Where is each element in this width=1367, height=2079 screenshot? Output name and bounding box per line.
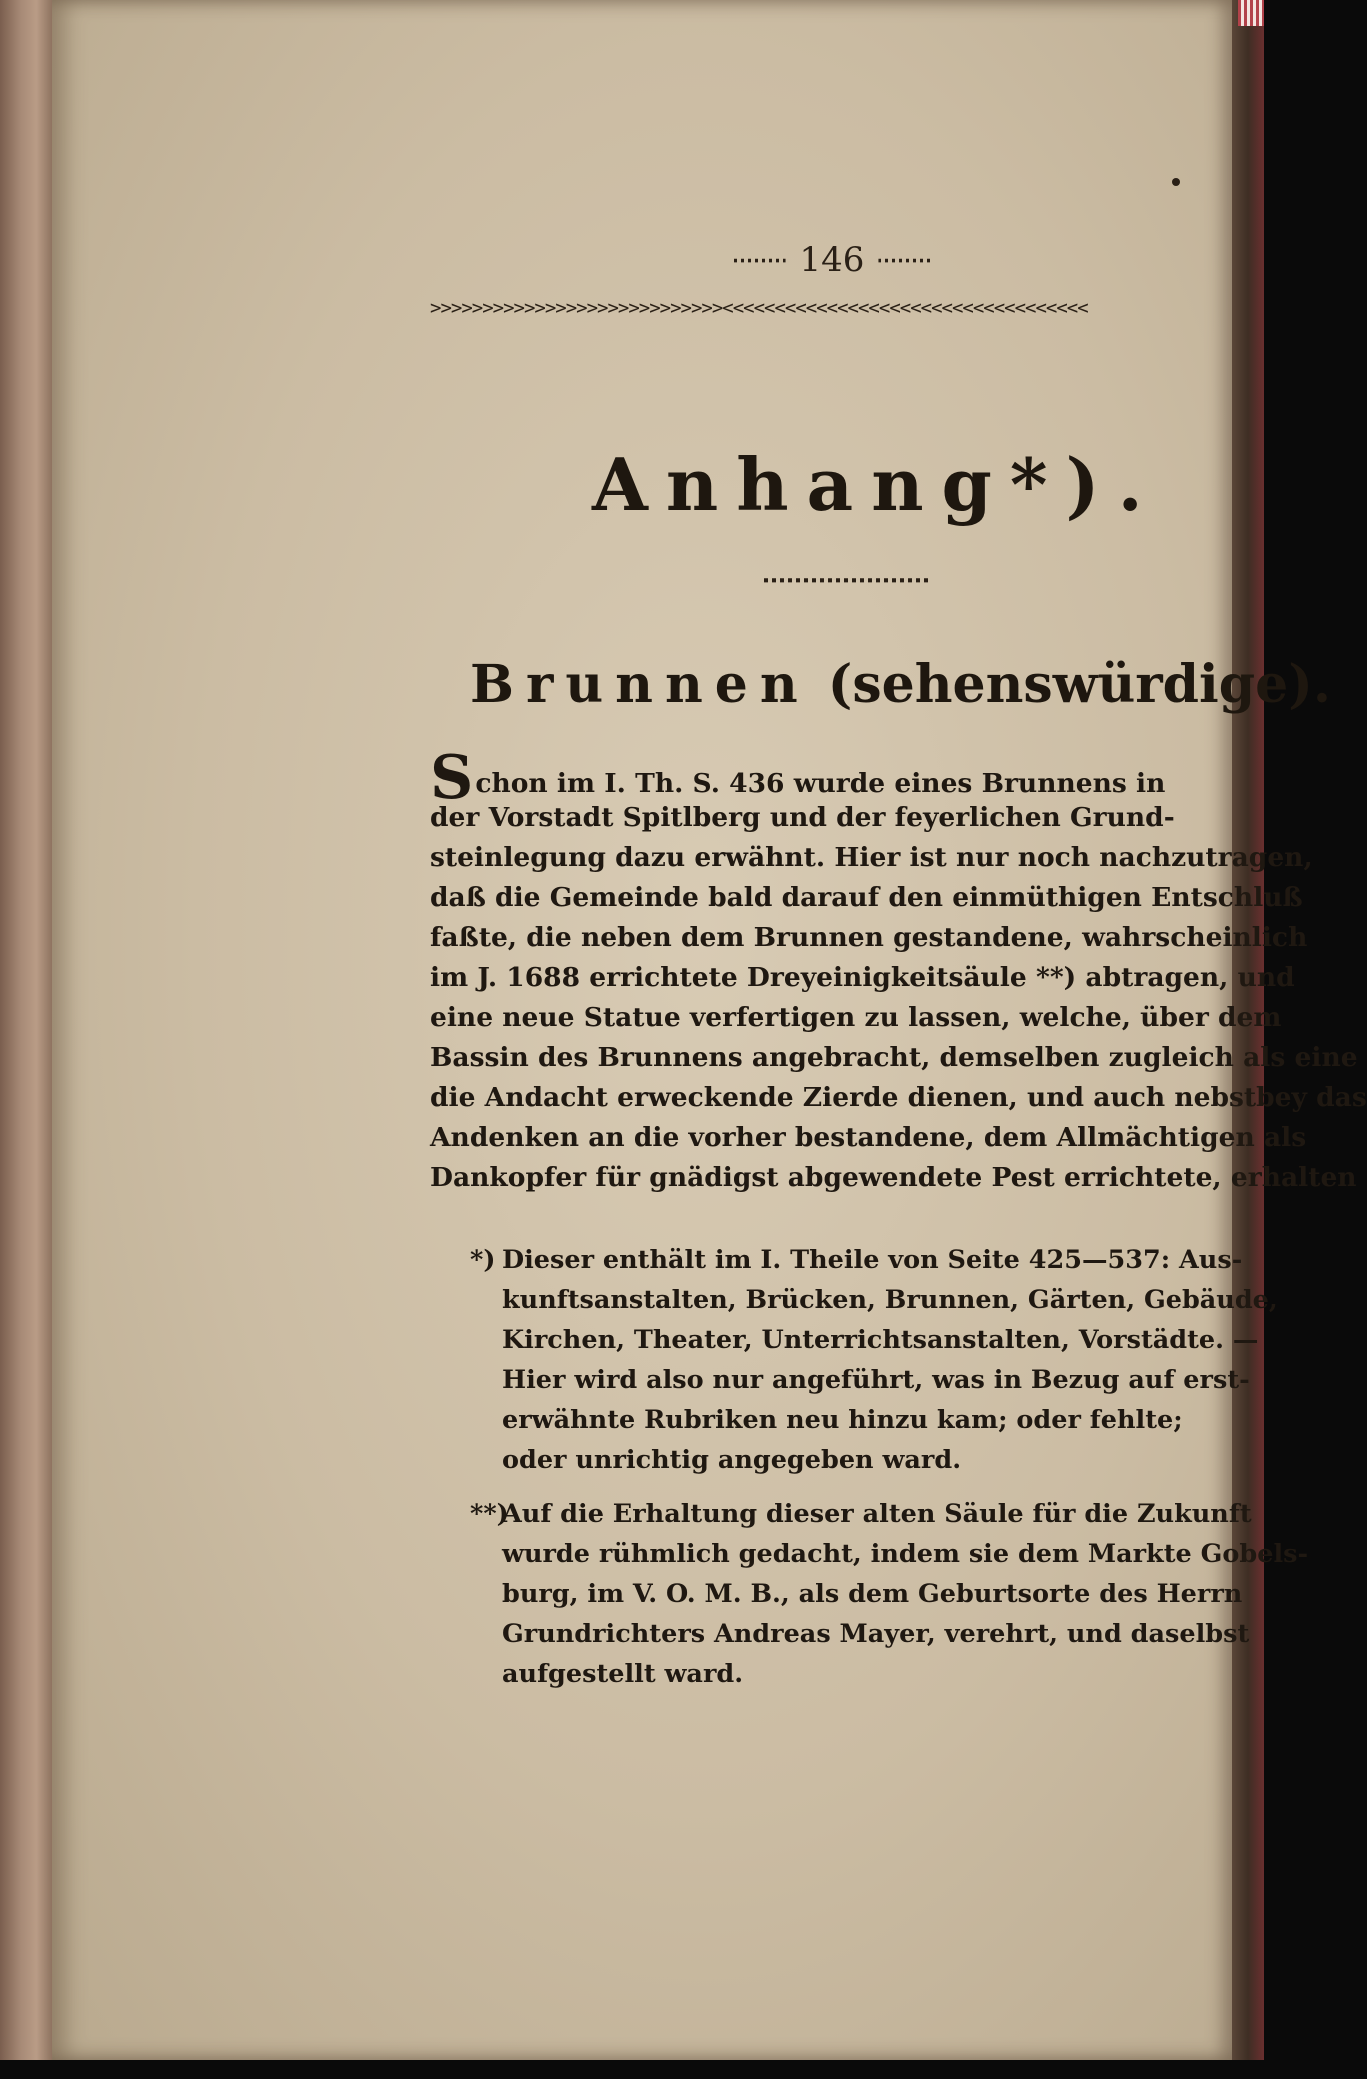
body-line: der Vorstadt Spitlberg und der feyerlichen Grund- [430, 802, 1175, 833]
body-line: eine neue Statue verfertigen zu lassen, welche, über dem [430, 1002, 1282, 1033]
body-line: Bassin des Brunnens angebracht, demselben zugleich als eine [430, 1042, 1358, 1073]
section-heading-sub: (sehenswürdige). [809, 654, 1331, 715]
page-title: Anhang*). [592, 442, 1161, 527]
body-line: steinlegung dazu erwähnt. Hier ist nur noch nachzutragen, [430, 842, 1313, 873]
footnote-marker: **) [470, 1499, 509, 1529]
body-line [430, 743, 1252, 813]
body-line: faßte, die neben dem Brunnen gestandene, wahrscheinlich [430, 922, 1308, 953]
section-heading [470, 650, 1331, 720]
footnote-line: oder unrichtig angegeben ward. [502, 1445, 962, 1475]
ink-dot [1172, 178, 1180, 186]
footnote-line: erwähnte Rubriken neu hinzu kam; oder fehlte; [502, 1405, 1183, 1435]
footnote-line [470, 1240, 1260, 1280]
book-page-edges-left [0, 0, 52, 2060]
footnote-gap [470, 1480, 1260, 1494]
page-header [672, 240, 992, 280]
body-line: Andenken an die vorher bestandene, dem Allmächtigen als [430, 1122, 1307, 1153]
book-cover-fabric [1238, 0, 1264, 26]
title-divider [764, 574, 929, 586]
body-line: daß die Gemeinde bald darauf den einmüthigen Entschluß [430, 882, 1303, 913]
footnote-line: wurde rühmlich gedacht, indem sie dem Markte Gobels- [502, 1539, 1309, 1569]
body-line: Dankopfer für gnädigst abgewendete Pest errichtete, erhalten [430, 1162, 1357, 1193]
body-line-text: chon im I. Th. S. 436 wurde eines Brunnens in [475, 768, 1166, 799]
footnote-line: Kirchen, Theater, Unterrichtsanstalten, Vorstädte. — [502, 1325, 1259, 1355]
footnote-marker: *) [470, 1245, 496, 1275]
ornamental-rule: >>>>>>>>>>>>>>>>>>>>>>>>>>>><<<<<<<<<<<<<<<<<<<<<<<<<<<<<<<<<<< [430, 297, 1088, 319]
footnote-line: kunftsanstalten, Brücken, Brunnen, Gärten, Gebäude, [502, 1285, 1278, 1315]
section-heading-main: Brunnen [470, 654, 810, 715]
footnote-line: aufgestellt ward. [502, 1659, 744, 1689]
body-line: im J. 1688 errichtete Dreyeinigkeitsäule **) abtragen, und [430, 962, 1295, 993]
footnote-text: Dieser enthält im I. Theile von Seite 425—537: Aus- [502, 1245, 1243, 1275]
body-paragraph [430, 743, 1367, 1198]
book-page [52, 0, 1367, 2060]
drop-initial: S [430, 743, 474, 813]
page-number: 146 [799, 240, 865, 280]
footnotes [470, 1240, 1309, 1694]
footnote-line: burg, im V. O. M. B., als dem Geburtsorte des Herrn [502, 1579, 1243, 1609]
flourish-left [734, 254, 786, 266]
footnote-line: Grundrichters Andreas Mayer, verehrt, und daselbst [502, 1619, 1250, 1649]
flourish-right [878, 254, 930, 266]
body-line: die Andacht erweckende Zierde dienen, und auch nebstbey das [430, 1082, 1367, 1113]
footnote-line [470, 1494, 1260, 1534]
footnote-line: Hier wird also nur angeführt, was in Bezug auf erst- [502, 1365, 1250, 1395]
footnote-text: Auf die Erhaltung dieser alten Säule für die Zukunft [502, 1499, 1252, 1529]
